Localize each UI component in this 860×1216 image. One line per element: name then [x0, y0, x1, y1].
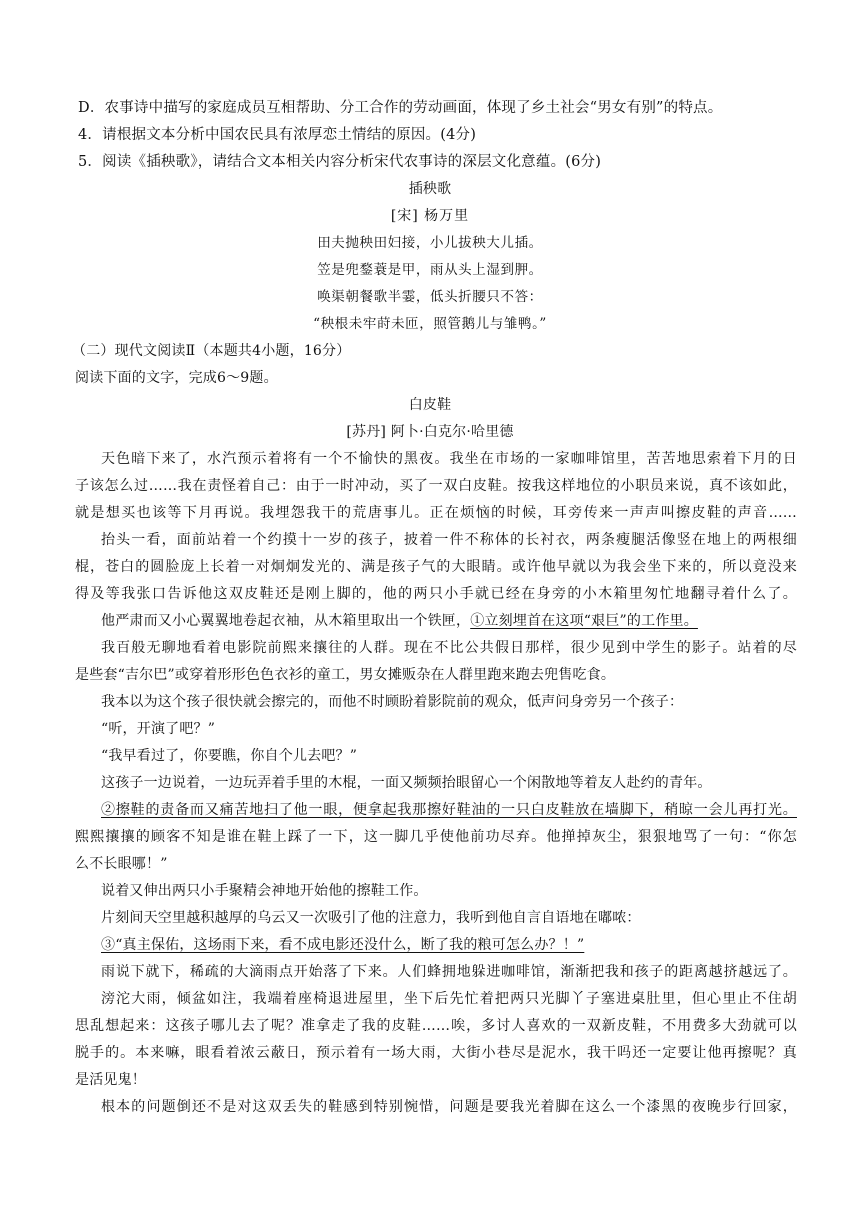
story-line: 天色暗下来了，水汽预示着将有一个不愉快的黑夜。我坐在市场的一家咖啡馆里，苦苦地思索着下月的日 [101, 451, 797, 467]
story-line: 这孩子一边说着，一边玩弄着手里的木棍，一面又频频抬眼留心一个闲散地等着友人赴约的青年。 [101, 775, 712, 791]
story-line: 根本的问题倒还不是对这双丢失的鞋感到特别惋惜，问题是要我光着脚在这么一个漆黑的夜晚步行回家， [101, 1099, 797, 1115]
underlined-sentence-1: ①立刻埋首在这项“艰巨”的工作里。 [470, 613, 698, 629]
story-line: 就是想买也该等下月再说。我埋怨我干的荒唐事儿。正在烦恼的时候，耳旁传来一声声叫擦皮鞋的声音…… [75, 505, 797, 521]
story-line: 滂沱大雨，倾盆如注，我端着座椅退进屋里，坐下后先忙着把两只光脚丫子塞进桌肚里，但心里止不住胡 [101, 991, 797, 1007]
story-line: 雨说下就下，稀疏的大滴雨点开始落了下来。人们蜂拥地躲进咖啡馆，渐渐把我和孩子的距离越挤越远了。 [101, 964, 797, 980]
poem-line: 田夫抛秧田妇接，小儿拔秧大儿插。 [317, 235, 543, 251]
story-line: 脱手的。本来嘛，眼看着浓云蔽日，预示着有一场大雨，大街小巷尽是泥水，我干吗还一定要让他再擦呢？真 [75, 1045, 797, 1061]
dialogue-line: “听，开演了吧？” [101, 721, 216, 737]
poem-line: 唤渠朝餐歌半霎，低头折腰只不答： [317, 289, 543, 305]
story-line: 是些套“吉尔巴”或穿着形形色色衣衫的童工，男女摊贩杂在人群里跑来跑去兜售吃食。 [75, 667, 616, 683]
question-4: 4．请根据文本分析中国农民具有浓厚恋土情结的原因。(4分) [78, 127, 477, 143]
story-line: 是活见鬼！ [75, 1072, 146, 1088]
story-line: 我本以为这个孩子很快就会擦完的，而他不时顾盼着影院前的观众，低声问身旁另一个孩子： [101, 694, 684, 710]
story-line [101, 611, 698, 631]
underlined-sentence-2: ②擦鞋的责备而又痛苦地扫了他一眼，便拿起我那擦好鞋油的一只白皮鞋放在墙脚下，稍晾一会儿再打光。 [101, 802, 797, 818]
story-title: 白皮鞋 [408, 397, 452, 413]
story-line: 抬头一看，面前站着一个约摸十一岁的孩子，披着一件不称体的长衬衣，两条瘦腿活像竖在地上的两根细 [101, 532, 797, 548]
story-line: 片刻间天空里越积越厚的乌云又一次吸引了他的注意力，我听到他自言自语地在嘟哝： [101, 910, 641, 926]
section-instruction: 阅读下面的文字，完成6～9题。 [75, 370, 278, 386]
story-line: 说着又伸出两只小手聚精会神地开始他的擦鞋工作。 [101, 883, 428, 899]
dialogue-line: “我早看过了，你要瞧，你自个儿去吧？” [101, 748, 358, 764]
story-line: 棍，苍白的圆脸庞上长着一对炯炯发光的、满是孩子气的大眼睛。或许他早就以为我会坐下来的，所以竟没来 [75, 559, 797, 575]
story-line: 我百般无聊地看着电影院前熙来攘往的人群。现在不比公共假日那样，很少见到中学生的影子。站着的尽 [101, 640, 797, 656]
poem-line: “秧根未牢莳未匝，照管鹅儿与雏鸭。” [313, 316, 547, 332]
story-line: 思乱想起来：这孩子哪儿去了呢？准拿走了我的皮鞋……唉，多讨人喜欢的一双新皮鞋，不用费多大劲就可以 [75, 1018, 797, 1034]
option-d: D．农事诗中描写的家庭成员互相帮助、分工合作的劳动画面，体现了乡土社会“男女有别”的特点。 [78, 100, 723, 116]
poem-line: 笠是兜鍪蓑是甲，雨从头上湿到胛。 [317, 262, 543, 278]
poem-title: 插秧歌 [408, 181, 452, 197]
story-line: 么不长眼哪！” [75, 856, 168, 872]
story-line: 熙熙攘攘的顾客不知是谁在鞋上踩了一下，这一脚几乎使他前功尽弃。他掸掉灰尘，狠狠地骂了一句：“你怎 [75, 829, 797, 845]
story-line: 得及等我张口告诉他这双皮鞋还是刚上脚的，他的两只小手就已经在身旁的小木箱里匆忙地翻寻着什么了。 [75, 586, 797, 602]
underlined-sentence-3: ③“真主保佑，这场雨下来，看不成电影还没什么，断了我的粮可怎么办？！” [101, 937, 585, 953]
story-text: 他严肃而又小心翼翼地卷起衣袖，从木箱里取出一个铁匣， [101, 613, 471, 629]
question-5: 5．阅读《插秧歌》，请结合文本相关内容分析宋代农事诗的深层文化意蕴。(6分) [78, 154, 602, 170]
section-heading: （二）现代文阅读Ⅱ（本题共4小题，16分） [72, 343, 351, 359]
poem-author: [宋] 杨万里 [390, 208, 470, 224]
story-author: [苏丹] 阿卜·白克尔·哈里德 [346, 424, 514, 440]
story-line: 子该怎么过……我在责怪着自己：由于一时冲动，买了一双白皮鞋。按我这样地位的小职员来说，真不该如此， [75, 478, 797, 494]
